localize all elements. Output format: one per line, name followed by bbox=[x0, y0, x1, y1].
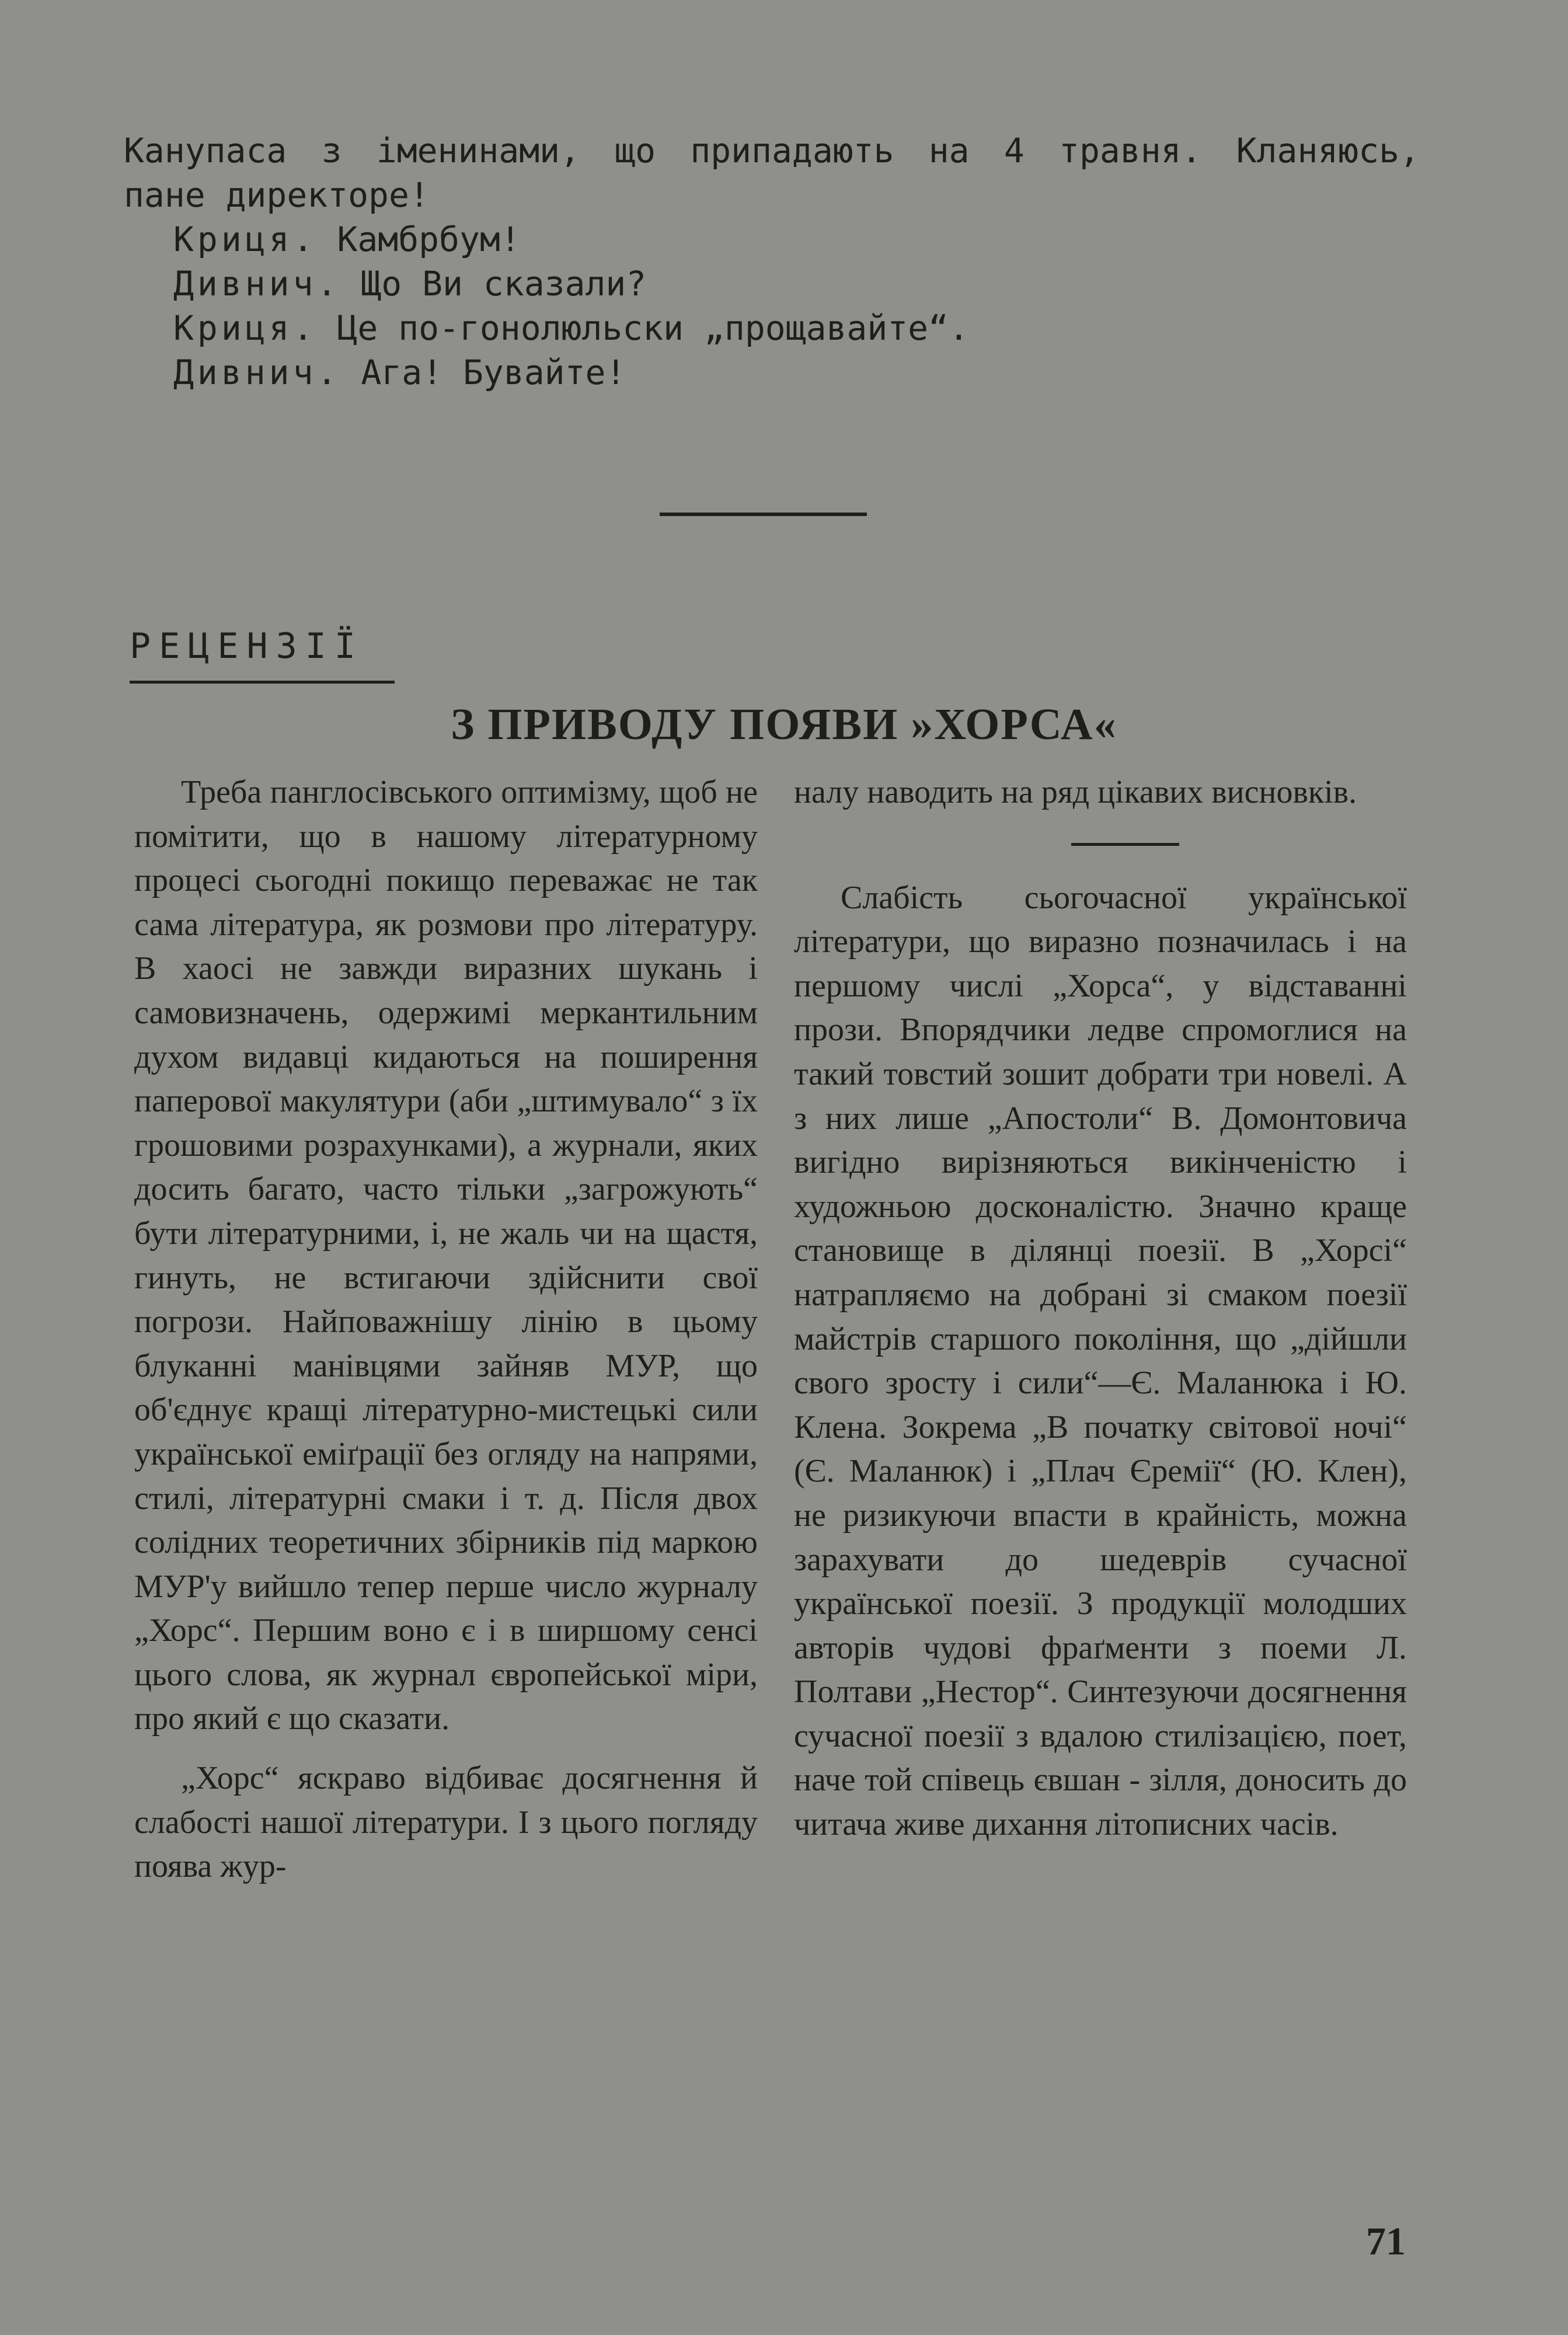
paragraph: Слабість сьогочасної української літератури, що виразно позначилась і на першому числі „Хорса“, у відставанні прози. Впорядчики ледве спромоглися на такий товстий зошит добрати три новелі. А з них лише „Апостоли“ В. Домонтовича вигідно вирізняються викінченістю і художньою досконалістю. Значно краще становище в ділянці поезії. В „Хорсі“ натрапляємо на добрані зі смаком поезії майстрів старшого покоління, що „дійшли свого зросту і сили“—Є. Маланюка і Ю. Клена. Зокрема „В початку світової ночі“ (Є. Маланюк) і „Плач Єремії“ (Ю. Клен), не ризикуючи впасти в крайність, можна зарахувати до шедеврів сучасної української поезії. З продукції молодших авторів чудові фраґменти з поеми Л. Полтави „Нестор“. Синтезуючи досягнення сучасної поезії з вдалою стилізацією, поет, наче той співець євшан - зілля, доносить до читача живе дихання літописних часів. bbox=[794, 879, 1407, 1843]
dialogue-line: Канупаса з іменинами, що припадають на 4 травня. Кланяюсь, bbox=[124, 131, 1420, 170]
speaker-name: Дивнич. bbox=[173, 264, 341, 304]
column-divider bbox=[1071, 843, 1179, 846]
speaker-name: Криця. bbox=[173, 219, 317, 259]
speech-text: Це по-гонолюльски „прощавайте“. bbox=[337, 308, 969, 348]
speech-text: Що Ви сказали? bbox=[361, 264, 647, 304]
dialogue-line bbox=[124, 262, 1420, 306]
section-heading: РЕЦЕНЗІЇ bbox=[130, 626, 364, 667]
paragraph: Треба панглосівського оптимізму, щоб не помітити, що в нашому літературному процесі сьогодні покищо переважає не так сама література, як розмови про літературу. В хаосі не завжди виразних шукань і самовизначень, одержимі меркантильним духом видавці кидаються на поширення паперової макулятури (аби „штимувало“ з їх грошовими розрахунками), а журнали, яких досить багато, часто тільки „загрожують“ бути літературними, і, не жаль чи на щастя, гинуть, не встигаючи здійснити свої погрози. Найповажнішу лінію в цьому блуканні манівцями зайняв МУР, що об'єднує кращі літературно-мистецькі сили української еміґрації без огляду на напрями, стилі, літературні смаки і т. д. Після двох солідних теоретичних збірників під маркою МУР'у вийшло тепер перше число журналу „Хорс“. Першим воно є і в ширшому сенсі цього слова, як журнал європейської міри, про який є що сказати. bbox=[134, 774, 758, 1737]
speech-text: Камбрбум! bbox=[337, 219, 521, 259]
speech-text: Ага! Бувайте! bbox=[361, 353, 626, 392]
article-title: З ПРИВОДУ ПОЯВИ »ХОРСА« bbox=[451, 700, 1117, 749]
right-column bbox=[794, 771, 1407, 1847]
dialogue-line: пане директоре! bbox=[124, 175, 430, 215]
paragraph: налу наводить на ряд цікавих висновків. bbox=[794, 774, 1357, 810]
paragraph: „Хорс“ яскраво відбиває досягнення й слабості нашої літератури. І з цього погляду поява жур- bbox=[134, 1760, 758, 1885]
dialogue-line bbox=[124, 350, 1420, 395]
dialogue-block bbox=[124, 128, 1420, 395]
page-number: 71 bbox=[1366, 2219, 1406, 2263]
left-column bbox=[134, 771, 758, 1889]
section-divider bbox=[660, 513, 867, 516]
speaker-name: Криця. bbox=[173, 308, 317, 348]
dialogue-line bbox=[124, 306, 1420, 350]
section-underline bbox=[130, 681, 395, 684]
dialogue-line bbox=[124, 217, 1420, 262]
speaker-name: Дивнич. bbox=[173, 353, 341, 392]
